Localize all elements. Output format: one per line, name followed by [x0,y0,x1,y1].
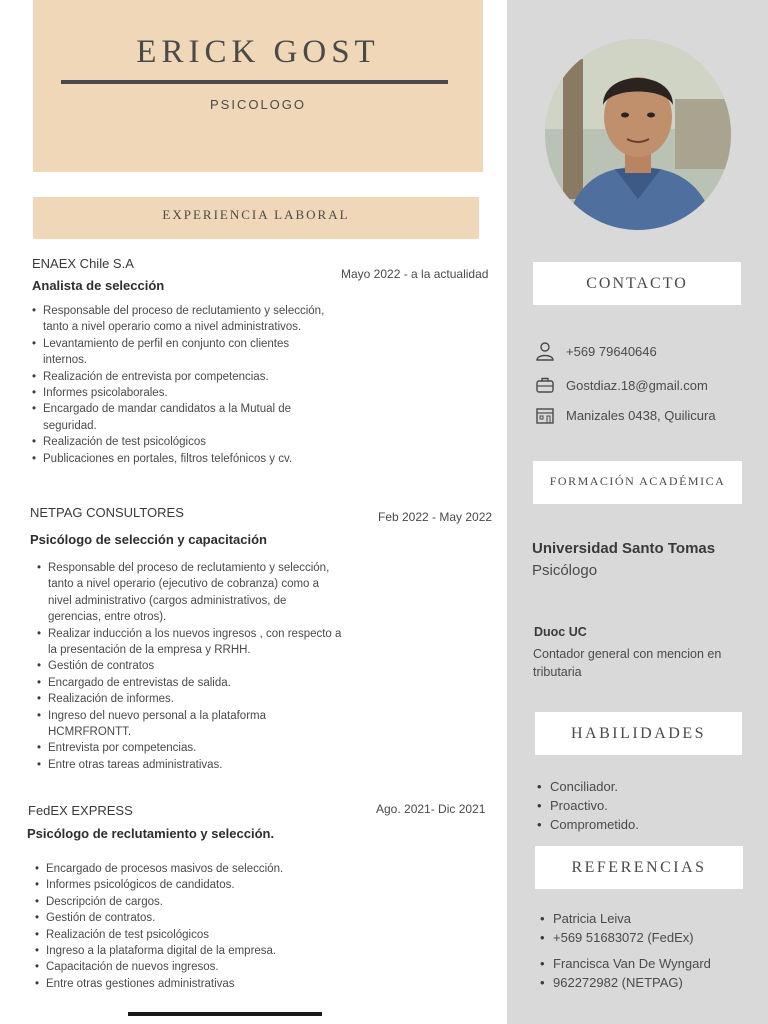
job-2-task: • Encargado de entrevistas de salida. [48,675,397,691]
job-1-task: internos. [43,354,88,367]
job-3-company: FedEX EXPRESS [28,803,133,818]
experience-section-title: EXPERIENCIA LABORAL [33,197,479,239]
job-1-task: • Realización de test psicológicos [43,434,392,450]
reference-item: • Patricia Leiva [553,909,711,928]
contact-email-row [535,374,708,396]
education-1-school: Universidad Santo Tomas [532,540,716,557]
candidate-role: PSICOLOGO [209,97,307,112]
building-icon [535,405,555,425]
reference-item: • Francisca Van De Wyngard [553,954,711,973]
job-3-task-list [35,861,395,992]
job-1-task: • Informes psicolaborales. [43,385,392,401]
job-2-task: nivel administrativo (cargos administrativos, de [48,594,287,607]
job-3-task: • Informes psicológicos de candidatos. [46,877,395,893]
job-1-task: seguridad. [43,419,97,432]
skill-item: • Comprometido. [550,815,639,834]
education-2-school: Duoc UC [534,625,587,639]
person-icon [535,341,555,361]
skills-list [537,777,639,834]
profile-photo [545,39,731,230]
job-3-task: • Entre otras gestiones administrativas [46,976,395,992]
job-1-company: ENAEX Chile S.A [32,256,134,271]
job-3-task: • Realización de test psicológicos [46,927,395,943]
references-section-title: REFERENCIAS [535,846,743,889]
reference-item: • 962272982 (NETPAG) [553,973,711,992]
job-2-company: NETPAG CONSULTORES [30,505,184,520]
job-2-task: • Responsable del proceso de reclutamiento y selección, [48,560,397,576]
job-2-task: gerencias, entre otros). [48,611,167,624]
job-1-task: • Responsable del proceso de reclutamiento y selección, [43,303,392,319]
education-section-title: FORMACIÓN ACADÉMICA [533,461,742,504]
footer-rule [128,1012,322,1016]
job-3-task: • Encargado de procesos masivos de selección. [46,861,395,877]
job-1-task: • Realización de entrevista por competencias. [43,369,392,385]
job-2-task: HCMRFRONTT. [48,726,132,739]
job-2-date: Feb 2022 - May 2022 [378,510,493,524]
job-3-task: • Descripción de cargos. [46,894,395,910]
job-2-task: la presentación de la empresa y RRHH. [48,644,251,657]
name-divider [61,80,448,84]
job-2-task: • Ingreso del nuevo personal a la plataforma [48,708,397,724]
contact-address-row [535,404,716,426]
references-list [540,909,711,992]
job-3-date: Ago. 2021- Dic 2021 [376,802,486,816]
contact-phone-row [535,340,657,362]
contact-address: Manizales 0438, Quilicura [566,407,716,423]
briefcase-icon [535,375,555,395]
job-2-position: Psicólogo de selección y capacitación [30,532,267,547]
skills-section-title: HABILIDADES [535,712,742,755]
job-2-task: • Realizar inducción a los nuevos ingresos , con respecto a [48,626,397,642]
job-3-position: Psicólogo de reclutamiento y selección. [27,826,275,841]
contact-email[interactable]: Gostdiaz.18@gmail.com [566,377,708,393]
job-3-task: • Ingreso a la plataforma digital de la empresa. [46,943,395,959]
reference-item: • +569 51683072 (FedEx) [553,928,711,947]
profile-photo-illustration [545,39,731,230]
job-1-task: • Publicaciones en portales, filtros telefónicos y cv. [43,451,392,467]
candidate-name: ERICK GOST [136,34,380,70]
job-3-task: • Capacitación de nuevos ingresos. [46,959,395,975]
job-3-task: • Gestión de contratos. [46,910,395,926]
job-2-task: • Entrevista por competencias. [48,740,397,756]
contact-phone[interactable]: +569 79640646 [566,343,657,359]
job-1-task: • Levantamiento de perfil en conjunto con clientes [43,336,392,352]
education-2-degree: Contador general con mencion en tributaria [533,647,722,679]
education-1-degree: Psicólogo [532,562,598,579]
skill-item: • Proactivo. [550,796,639,815]
job-2-task: • Gestión de contratos [48,658,397,674]
contact-section-title: CONTACTO [533,262,741,305]
job-2-task: • Realización de informes. [48,691,397,707]
job-2-task-list [37,560,397,773]
job-1-task: • Encargado de mandar candidatos a la Mutual de [43,401,392,417]
job-2-task: tanto a nivel operario (ejecutivo de cobranza) como a [48,578,320,591]
job-1-task-list [32,303,392,467]
job-2-task: • Entre otras tareas administrativas. [48,757,397,773]
job-1-position: Analista de selección [32,278,165,293]
skill-item: • Conciliador. [550,777,639,796]
header-box [33,0,483,172]
job-1-date: Mayo 2022 - a la actualidad [341,267,489,281]
job-1-task: tanto a nivel operario como a nivel administrativos. [43,321,302,334]
